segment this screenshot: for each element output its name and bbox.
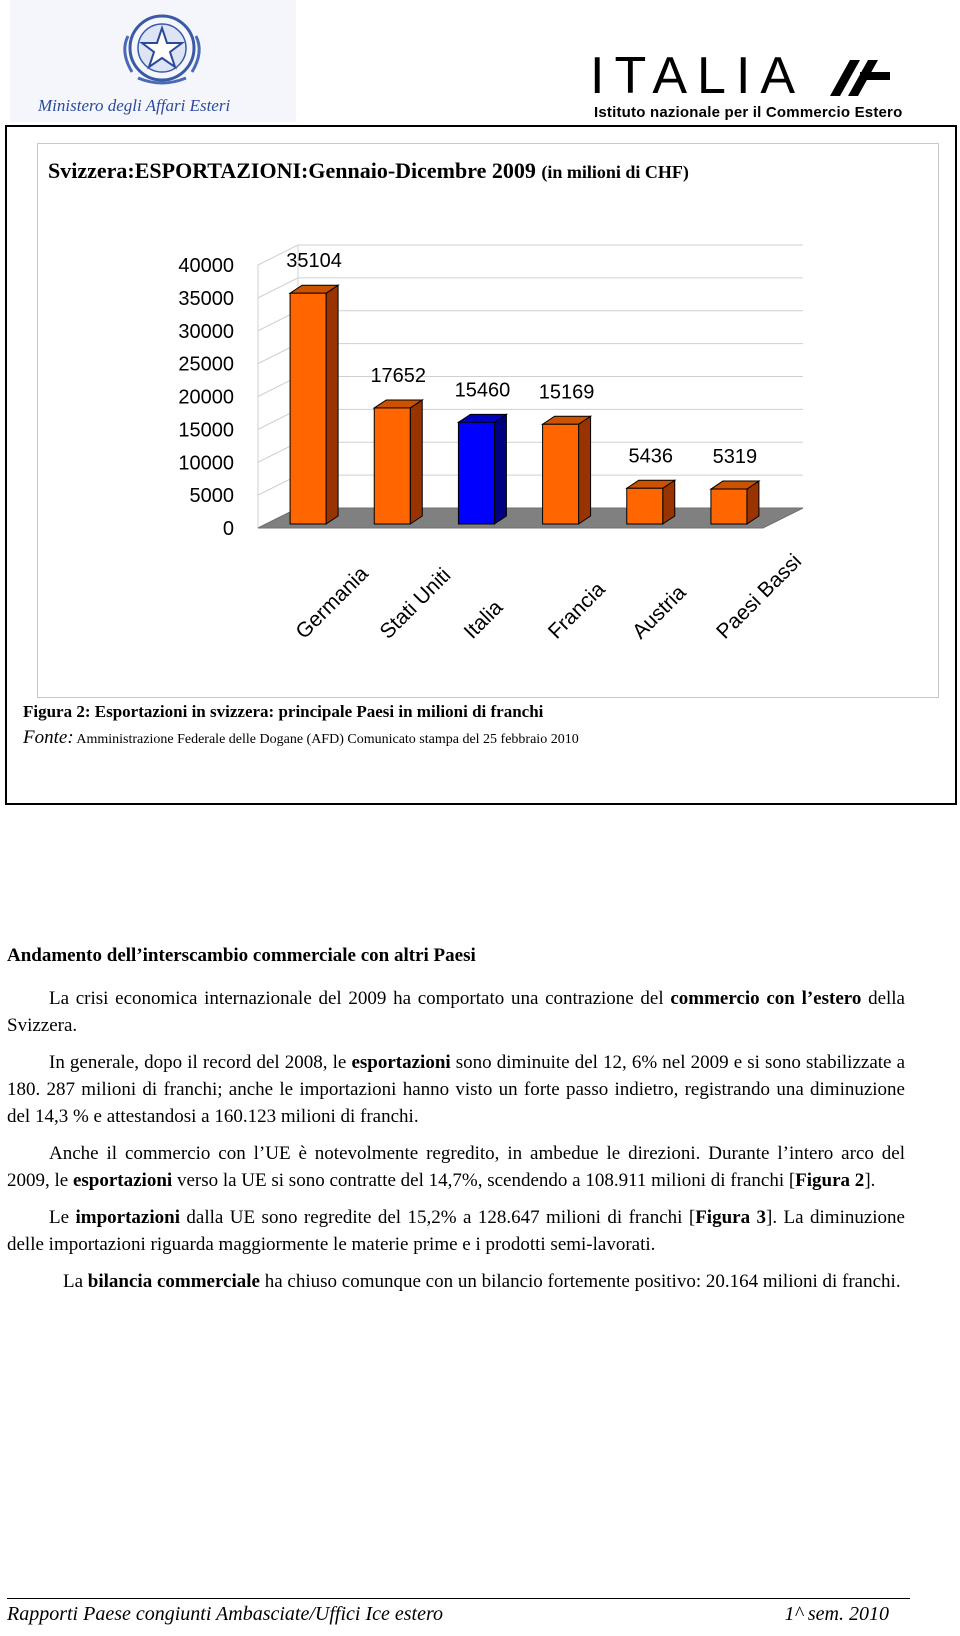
- y-tick-label: 30000: [178, 320, 234, 343]
- ministry-logo-text: Ministero degli Affari Esteri: [38, 96, 231, 115]
- category-label: Germania: [291, 562, 373, 644]
- paragraph-4: Le importazioni dalla UE sono regredite del 15,2% a 128.647 milioni di franchi [Figura 3]. La diminuzione delle importazioni riguarda maggiormente le materie prime e i prodotti semi-lavorati.: [7, 1207, 905, 1255]
- ice-arrow-mark-icon: [830, 58, 890, 98]
- paragraph-1: La crisi economica internazionale del 2009 ha comportato una contrazione del commercio con l’estero della Svizzera.: [7, 988, 905, 1036]
- section-heading: Andamento dell’interscambio commerciale con altri Paesi: [7, 945, 476, 966]
- bar: [627, 488, 663, 524]
- y-tick-label: 20000: [178, 386, 234, 409]
- category-label: Paesi Bassi: [712, 549, 807, 644]
- bar-chart: [38, 144, 938, 697]
- y-tick-label: 5000: [189, 485, 234, 508]
- data-label: 35104: [286, 250, 342, 273]
- y-tick-label: 35000: [178, 287, 234, 310]
- ice-wordmark: ITALIA: [590, 47, 806, 105]
- y-tick-label: 25000: [178, 353, 234, 376]
- figure-frame: [5, 125, 957, 805]
- chart-title-main: Svizzera:ESPORTAZIONI:Gennaio-Dicembre 2009: [48, 158, 536, 183]
- source-text: Amministrazione Federale delle Dogane (AFD) Comunicato stampa del 25 febbraio 2010: [76, 732, 579, 747]
- bar-side: [410, 400, 422, 524]
- paragraph-5: La bilancia commerciale ha chiuso comunque con un bilancio fortemente positivo: 20.164 milioni di franchi.: [63, 1271, 901, 1292]
- chart-area: [37, 143, 939, 698]
- bar: [711, 489, 747, 524]
- bar-side: [579, 416, 591, 524]
- y-tick-label: 40000: [178, 255, 234, 277]
- paragraph-3: Anche il commercio con l’UE è notevolmente regredito, in ambedue le direzioni. Durante l’intero arco del 2009, le esportazioni verso la UE si sono contratte del 14,7%, scendendo a 108.911 milioni di franchi [Figura 2].: [7, 1143, 905, 1191]
- y-tick-label: 0: [222, 518, 234, 540]
- bar-side: [326, 285, 338, 524]
- y-tick-label: 15000: [178, 419, 234, 442]
- section-body: [7, 985, 905, 1305]
- category-label: Stati Uniti: [375, 563, 456, 644]
- footer-left: Rapporti Paese congiunti Ambasciate/Uffici Ice estero: [7, 1603, 444, 1625]
- figure-source: [23, 727, 579, 749]
- ministry-logo: [10, 0, 296, 122]
- category-label: Francia: [543, 577, 610, 644]
- category-label: Austria: [628, 581, 691, 644]
- bar: [543, 424, 579, 524]
- paragraph-2: In generale, dopo il record del 2008, le esportazioni sono diminuite del 12, 6% nel 2009 e si sono stabilizzate a 180. 287 milioni di franchi; anche le importazioni hanno visto un forte passo indietro, registrando una diminuzione del 14,3 % e attestandosi a 160.123 milioni di franchi.: [7, 1052, 905, 1127]
- figure-caption: Figura 2: Esportazioni in svizzera: principale Paesi in milioni di franchi: [23, 702, 544, 721]
- bar-side: [494, 414, 506, 524]
- data-label: 15460: [454, 379, 511, 402]
- page-footer: [7, 1603, 889, 1626]
- data-label: 5436: [628, 445, 673, 468]
- data-label: 5319: [712, 446, 758, 469]
- bar: [374, 408, 410, 524]
- ice-logo: [590, 47, 903, 125]
- bar: [458, 422, 494, 524]
- data-label: 17652: [370, 364, 427, 387]
- y-tick-label: 10000: [178, 452, 234, 475]
- category-label: Italia: [459, 595, 508, 644]
- bar: [290, 293, 326, 524]
- footer-rule: [7, 1598, 910, 1599]
- chart-title-suffix: (in milioni di CHF): [541, 162, 689, 182]
- source-lead: Fonte:: [23, 727, 74, 748]
- data-label: 15169: [538, 381, 595, 404]
- ice-subtitle: Istituto nazionale per il Commercio Estero: [594, 104, 903, 121]
- footer-right: 1^ sem. 2010: [784, 1603, 889, 1625]
